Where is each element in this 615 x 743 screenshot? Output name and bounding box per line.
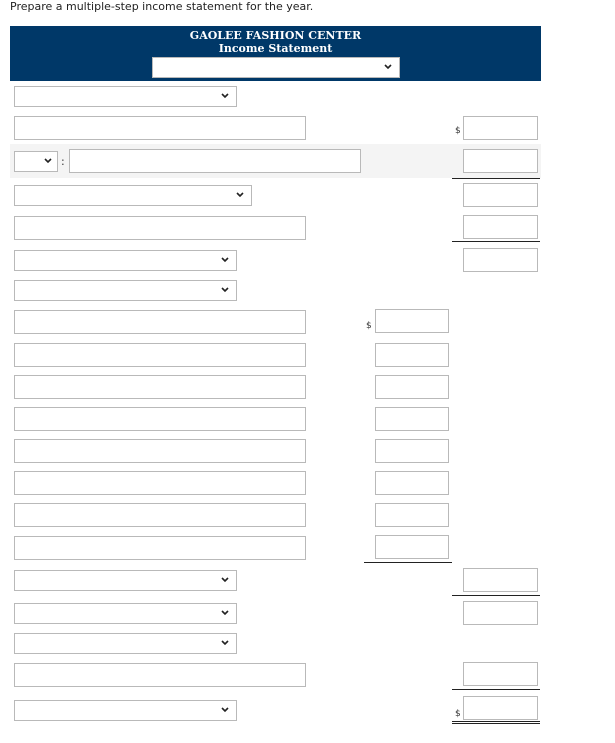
chevron-down-icon: [220, 704, 230, 716]
account-text-input[interactable]: [14, 375, 306, 399]
chevron-down-icon: [220, 90, 230, 102]
chevron-down-icon: [235, 189, 245, 201]
chevron-down-icon: [220, 607, 230, 619]
net-income-input[interactable]: [463, 696, 538, 720]
account-text-input[interactable]: [14, 116, 306, 140]
account-text-input[interactable]: [69, 149, 361, 173]
account-select[interactable]: [14, 250, 237, 271]
amount-input[interactable]: [375, 503, 449, 527]
account-text-input[interactable]: [14, 216, 306, 240]
account-select[interactable]: [14, 86, 237, 107]
underline-rule: [364, 562, 452, 563]
account-text-input[interactable]: [14, 503, 306, 527]
double-underline-top: [452, 721, 540, 722]
underline-rule: [452, 689, 540, 690]
statement-title: Income Statement: [218, 42, 333, 55]
double-underline-bottom: [452, 723, 540, 724]
dollar-sign: $: [455, 126, 461, 136]
underline-rule: [452, 595, 540, 596]
account-text-input[interactable]: [14, 663, 306, 687]
amount-input[interactable]: [463, 183, 538, 207]
amount-input[interactable]: [375, 309, 449, 333]
amount-input[interactable]: [463, 601, 538, 625]
chevron-down-icon: [220, 254, 230, 266]
underline-rule: [452, 178, 540, 179]
account-select[interactable]: [14, 603, 237, 624]
account-text-input[interactable]: [14, 407, 306, 431]
amount-input[interactable]: [375, 535, 449, 559]
instruction-text: Prepare a multiple-step income statement for the year.: [10, 0, 314, 13]
account-text-input[interactable]: [14, 471, 306, 495]
amount-input[interactable]: [375, 407, 449, 431]
account-text-input[interactable]: [14, 343, 306, 367]
amount-input[interactable]: [463, 662, 538, 686]
amount-input[interactable]: [463, 568, 538, 592]
amount-input[interactable]: [375, 343, 449, 367]
amount-input[interactable]: [463, 116, 538, 140]
dollar-sign: $: [455, 709, 461, 719]
underline-rule: [452, 241, 540, 242]
period-select[interactable]: [152, 57, 400, 78]
amount-input[interactable]: [375, 471, 449, 495]
account-select[interactable]: [14, 633, 237, 654]
chevron-down-icon: [43, 155, 53, 167]
chevron-down-icon: [220, 284, 230, 296]
account-text-input[interactable]: [14, 310, 306, 334]
amount-input[interactable]: [375, 375, 449, 399]
account-select[interactable]: [14, 185, 252, 206]
amount-input[interactable]: [375, 439, 449, 463]
account-text-input[interactable]: [14, 536, 306, 560]
account-text-input[interactable]: [14, 439, 306, 463]
account-select[interactable]: [14, 700, 237, 721]
amount-input[interactable]: [463, 248, 538, 272]
dollar-sign: $: [366, 321, 372, 331]
sign-select[interactable]: [14, 151, 58, 172]
chevron-down-icon: [220, 574, 230, 586]
account-select[interactable]: [14, 280, 237, 301]
amount-input[interactable]: [463, 215, 538, 239]
company-name: GAOLEE FASHION CENTER: [189, 29, 362, 42]
chevron-down-icon: [383, 61, 393, 73]
statement-header: [10, 26, 541, 81]
account-select[interactable]: [14, 570, 237, 591]
colon-label: :: [61, 155, 65, 168]
chevron-down-icon: [220, 637, 230, 649]
amount-input[interactable]: [463, 149, 538, 173]
